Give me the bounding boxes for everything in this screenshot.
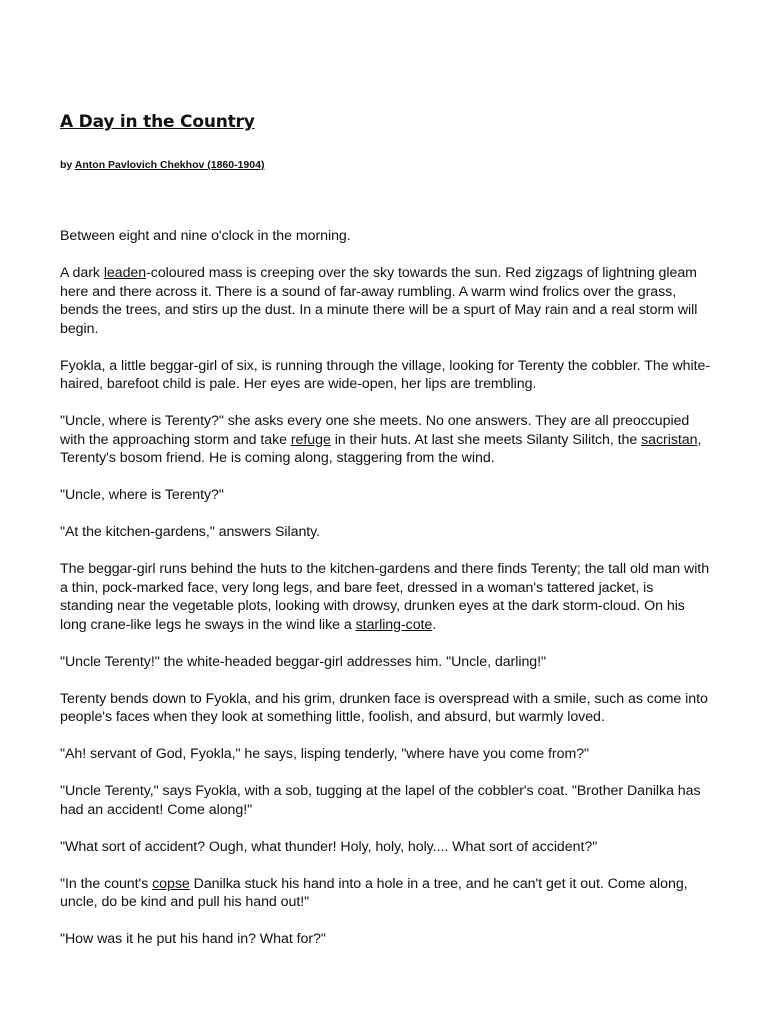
paragraph-7-text-b: . bbox=[432, 616, 437, 633]
paragraph-9: Terenty bends down to Fyokla, and his grim, drunken face is overspread with a smile, such as come into people's faces when they look at something little, foolish, and absurd, but warmly loved. bbox=[60, 690, 708, 725]
byline-prefix: by bbox=[60, 159, 73, 171]
link-leaden[interactable]: leaden bbox=[103, 265, 147, 281]
link-copse[interactable]: copse bbox=[152, 875, 190, 892]
paragraph-7 bbox=[60, 560, 710, 634]
paragraph-14: "How was it he put his hand in? What for?" bbox=[60, 931, 326, 947]
paragraph-2 bbox=[60, 264, 710, 338]
byline bbox=[60, 159, 264, 171]
paragraph-13-text-a: "In the count's bbox=[60, 875, 153, 892]
paragraph-4 bbox=[60, 412, 710, 468]
paragraph-13 bbox=[60, 875, 710, 912]
document-title: A Day in the Country bbox=[60, 112, 255, 132]
link-starling-cote[interactable]: starling-cote bbox=[355, 616, 433, 633]
link-refuge[interactable]: refuge bbox=[290, 431, 331, 448]
paragraph-13-text-b: Danilka stuck his hand into a hole in a tree, and he can't get it out. Come along, uncle, do be kind and pull his hand out!" bbox=[60, 875, 688, 910]
author-link[interactable]: Anton Pavlovich Chekhov (1860-1904) bbox=[74, 159, 265, 171]
link-sacristan[interactable]: sacristan bbox=[641, 431, 698, 448]
paragraph-2-text-b: -coloured mass is creeping over the sky towards the sun. Red zigzags of lightning gleam here and there across it. There is a sound of far-away rumbling. A warm wind frolics over the grass, bends the trees, and stirs up the dust. In a minute there will be a spurt of May rain and a real storm will begin. bbox=[60, 265, 698, 337]
paragraph-4-text-b: in their huts. At last she meets Silanty Silitch, the bbox=[330, 431, 642, 448]
paragraph-12: "What sort of accident? Ough, what thunder! Holy, holy, holy.... What sort of accident?" bbox=[60, 838, 598, 855]
paragraph-1: Between eight and nine o'clock in the morning. bbox=[60, 228, 351, 244]
paragraph-8: "Uncle Terenty!" the white-headed beggar-girl addresses him. "Uncle, darling!" bbox=[60, 653, 546, 670]
paragraph-4-text-a: "Uncle, where is Terenty?" she asks every one she meets. No one answers. They are all preoccupied with the approaching storm and take bbox=[60, 413, 690, 448]
story-body bbox=[60, 227, 710, 967]
paragraph-10: "Ah! servant of God, Fyokla," he says, lisping tenderly, "where have you come from?" bbox=[60, 746, 590, 762]
paragraph-4-text-c: , Terenty's bosom friend. He is coming along, staggering from the wind. bbox=[60, 431, 702, 466]
paragraph-6: "At the kitchen-gardens," answers Silanty. bbox=[60, 524, 321, 540]
paragraph-5: "Uncle, where is Terenty?" bbox=[60, 487, 224, 503]
paragraph-11: "Uncle Terenty," says Fyokla, with a sob, tugging at the lapel of the cobbler's coat. "Brother Danilka has had an accident! Come along!" bbox=[60, 783, 701, 818]
paragraph-3: Fyokla, a little beggar-girl of six, is running through the village, looking for Terenty the cobbler. The white-haired, barefoot child is pale. Her eyes are wide-open, her lips are trembling. bbox=[60, 357, 711, 392]
paragraph-7-text-a: The beggar-girl runs behind the huts to the kitchen-gardens and there finds Terenty; the tall old man with a thin, pock-marked face, very long legs, and bare feet, dressed in a woman's tattered jacket, is standing near the vegetable plots, looking with drowsy, drunken eyes at the dark storm-cloud. On his long crane-like legs he sways in the wind like a bbox=[60, 561, 710, 633]
paragraph-2-text-a: A dark bbox=[60, 265, 104, 281]
